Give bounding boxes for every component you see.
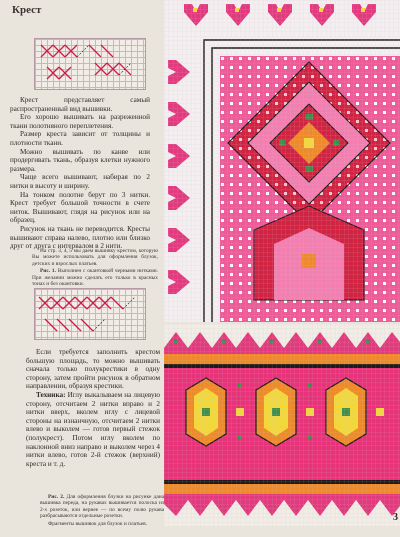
fig2-caption-block (40, 494, 164, 528)
fragment-caption: Фрагменты вышивок для блузок и платьев. (48, 520, 148, 527)
embroidery-pattern-2 (164, 324, 400, 526)
embroidery-pattern-2-svg (164, 324, 400, 526)
intro-paragraph-4: Можно вышивать по канве или продергивать ткань, образуя клетки нужного размера. (10, 147, 150, 173)
technique-label: Техника: (36, 390, 66, 399)
intro-paragraph-2: Его хорошо вышивать на разреженной ткани полотняного переплетения. (10, 113, 150, 130)
technique-paragraph (26, 391, 160, 468)
fig1-caption (32, 268, 158, 287)
stitch-diagram-2-svg (35, 289, 145, 339)
intro-paragraph-7: Рисунок на ткань не переводится. Кресты вышивают справа налево, плотно или близко друг от друга с интервалом в 2 нити. (10, 224, 150, 251)
page-number: 3 (393, 512, 398, 523)
intro-paragraph-6: На тонком полотне берут по 3 нитки. Крест требует большой точности в счете ниток. Вышивают, глядя на рисунок или на образец. (10, 190, 150, 225)
intro-text (10, 96, 150, 251)
stitch-diagram-1 (34, 38, 146, 90)
technique-text (26, 348, 160, 468)
fig2-text: Для оформления блузки на рисунке дана вышивка переда, на рукавах вышивается полоска из 2-х розеток, или вернее — по всему полю рукава разбрасываются отдельные розетки. (40, 494, 164, 520)
intro-paragraph-1: Крест представляет самый распространенный вид вышивки. (10, 96, 150, 113)
stitch-diagram-2 (34, 288, 146, 340)
fig1-label: Рис. 1. (40, 268, 56, 275)
embroidery-pattern-1-svg (164, 0, 400, 322)
note-caption (32, 248, 158, 288)
fig1-text: Выполнен с окантовкой черными нитками. При желании можно сделать его только в красных тонах и без окантовки. (32, 268, 158, 288)
intro-paragraph-5: Чаще всего вышивают, набирая по 2 нитки в высоту и ширину. (10, 173, 150, 190)
note-text: На стр. 3, 4, 5 мы даем вышивку крестом, которую Вы можете использовать для оформления блузок, детских и взрослых платьев. (32, 248, 158, 267)
second-paragraph: Если требуется заполнить крестом большую площадь, то можно вышивать сначала только полукрестики в одну сторону, затем пройти рисунок в обратном направлении, образуя крестики. (26, 348, 160, 391)
fig2-label: Рис. 2. (48, 494, 65, 500)
page-heading: Крест (12, 4, 42, 16)
fig2-caption (40, 494, 164, 520)
embroidery-pattern-1 (164, 0, 400, 322)
stitch-diagram-1-svg (35, 39, 145, 89)
intro-paragraph-3: Размер креста зависит от толщины и плотности ткани. (10, 130, 150, 147)
technique-body: Иглу выкалываем на лицевую сторону, отсчитаем 2 нитки вправо и 2 нитки вверх, вколем иглу с лицевой стороны на изнанчную, отсчитаем 2 нитки влево и выколем — готов первый стежок (полукрест). Потом иглу вколем по наклонной вниз направо и выколем через 4 нитки влево, готов 2-й стежок (верхний) креста и т. д. (26, 390, 161, 468)
